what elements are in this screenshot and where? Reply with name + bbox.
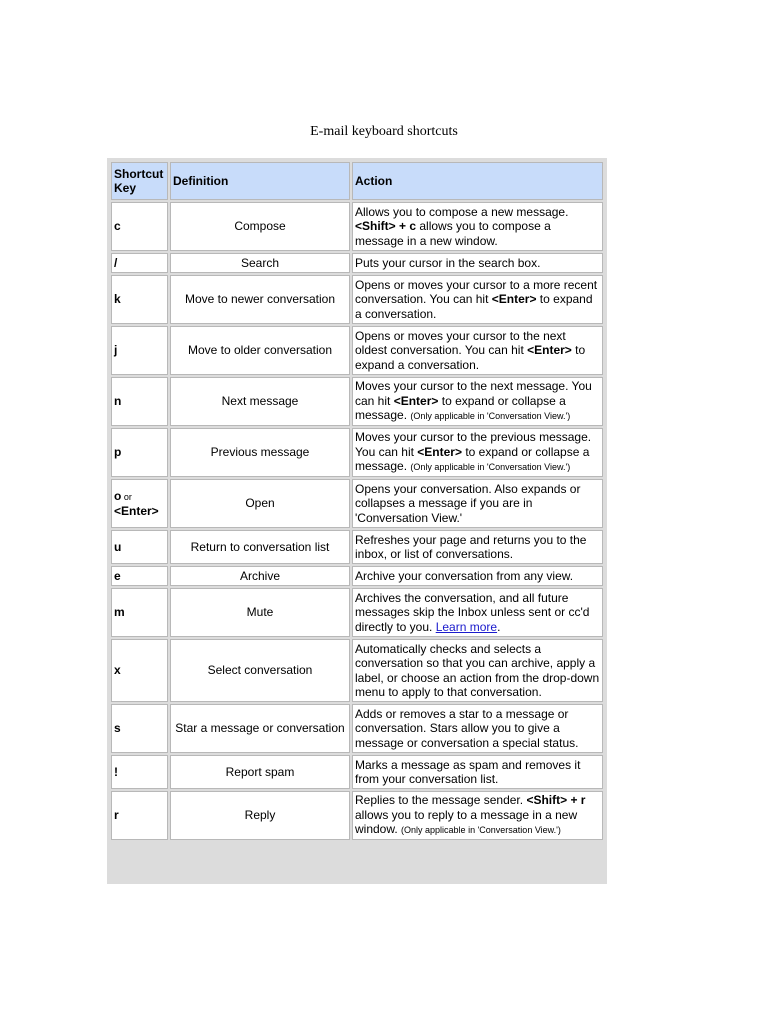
shortcut-key: /: [114, 255, 118, 270]
table-row: [111, 428, 603, 477]
shortcut-key-cell: [111, 704, 168, 753]
shortcut-key-alt: <Enter>: [114, 504, 159, 518]
action-cell: Archive your conversation from any view.: [352, 566, 603, 586]
learn-more-link[interactable]: Learn more: [435, 619, 498, 634]
table-row: [111, 202, 603, 251]
shortcut-key: u: [114, 539, 122, 554]
definition-cell: Move to older conversation: [170, 326, 350, 375]
action-cell: Automatically checks and selects a conversation so that you can archive, apply a label, or choose an action from the drop-down menu to apply to that conversation.: [352, 639, 603, 702]
definition-cell: Compose: [170, 202, 350, 251]
action-cell: Replies to the message sender. <Shift> + r allows you to reply to a message in a new window. (Only applicable in 'Conversation View.'): [352, 791, 603, 840]
shortcut-key: r: [114, 808, 119, 823]
shortcut-key: x: [114, 663, 121, 678]
shortcut-key-cell: [111, 202, 168, 251]
key-combo: <Enter>: [417, 444, 462, 459]
shortcut-key-cell: [111, 253, 168, 273]
key-combo: <Enter>: [393, 393, 439, 408]
action-cell: Opens your conversation. Also expands or collapses a message if you are in 'Conversation View.': [352, 479, 603, 528]
key-combo: <Enter>: [527, 343, 572, 358]
table-row: [111, 253, 603, 273]
shortcut-key: !: [114, 764, 118, 779]
table-row: [111, 791, 603, 840]
table-row: [111, 639, 603, 702]
shortcut-key-cell: [111, 275, 168, 324]
action-cell: Allows you to compose a new message. <Shift> + c allows you to compose a message in a new window.: [352, 202, 603, 251]
table-row: [111, 275, 603, 324]
shortcut-key: e: [114, 568, 121, 583]
definition-cell: Open: [170, 479, 350, 528]
action-cell: Marks a message as spam and removes it from your conversation list.: [352, 755, 603, 789]
table-row: [111, 530, 603, 564]
shortcut-key-cell: [111, 428, 168, 477]
key-combo: <Shift> + c: [355, 219, 417, 234]
table-row: [111, 479, 603, 528]
definition-cell: Next message: [170, 377, 350, 426]
definition-cell: Return to conversation list: [170, 530, 350, 564]
table-row: [111, 377, 603, 426]
key-combo: <Shift> + r: [526, 793, 586, 808]
shortcut-key: j: [114, 343, 118, 358]
table-row: [111, 588, 603, 637]
action-cell: Opens or moves your cursor to the next oldest conversation. You can hit <Enter> to expand a conversation.: [352, 326, 603, 375]
page-title: E-mail keyboard shortcuts: [310, 124, 458, 139]
shortcuts-table-body: [111, 202, 603, 840]
action-cell: Moves your cursor to the previous message. You can hit <Enter> to expand or collapse a message. (Only applicable in 'Conversation View.'): [352, 428, 603, 477]
shortcut-key: n: [114, 394, 122, 409]
definition-cell: Reply: [170, 791, 350, 840]
definition-cell: Select conversation: [170, 639, 350, 702]
header-definition: Definition: [170, 162, 350, 200]
table-row: [111, 326, 603, 375]
header-shortcut-key: Shortcut Key: [111, 162, 168, 200]
shortcut-key-cell: [111, 377, 168, 426]
shortcut-key-cell: [111, 755, 168, 789]
definition-cell: Archive: [170, 566, 350, 586]
shortcuts-table-container: [107, 158, 607, 884]
shortcut-key: o: [114, 488, 122, 503]
shortcut-key-cell: [111, 566, 168, 586]
definition-cell: Report spam: [170, 755, 350, 789]
shortcut-key-cell: [111, 639, 168, 702]
action-cell: Refreshes your page and returns you to the inbox, or list of conversations.: [352, 530, 603, 564]
conversation-view-note: (Only applicable in 'Conversation View.'): [410, 411, 571, 422]
shortcut-key-cell: [111, 326, 168, 375]
shortcut-key: p: [114, 445, 122, 460]
shortcut-key-or: or: [121, 491, 132, 502]
action-cell: Opens or moves your cursor to a more recent conversation. You can hit <Enter> to expand a conversation.: [352, 275, 603, 324]
table-header-row: [111, 162, 603, 200]
shortcut-key: s: [114, 721, 121, 736]
table-row: [111, 566, 603, 586]
definition-cell: Search: [170, 253, 350, 273]
conversation-view-note: (Only applicable in 'Conversation View.'): [410, 462, 571, 473]
table-row: [111, 755, 603, 789]
shortcuts-table: [109, 160, 605, 842]
shortcut-key: k: [114, 292, 121, 307]
shortcut-key-cell: [111, 791, 168, 840]
action-cell: Adds or removes a star to a message or conversation. Stars allow you to give a message or conversation a special status.: [352, 704, 603, 753]
header-action: Action: [352, 162, 603, 200]
table-row: [111, 704, 603, 753]
action-cell: Puts your cursor in the search box.: [352, 253, 603, 273]
conversation-view-note: (Only applicable in 'Conversation View.'): [401, 825, 561, 836]
key-combo: <Enter>: [491, 292, 537, 307]
definition-cell: Star a message or conversation: [170, 704, 350, 753]
definition-cell: Move to newer conversation: [170, 275, 350, 324]
action-cell: Moves your cursor to the next message. You can hit <Enter> to expand or collapse a message. (Only applicable in 'Conversation View.'): [352, 377, 603, 426]
shortcut-key-cell: [111, 530, 168, 564]
shortcut-key-cell: [111, 588, 168, 637]
shortcut-key: c: [114, 219, 121, 234]
definition-cell: Previous message: [170, 428, 350, 477]
definition-cell: Mute: [170, 588, 350, 637]
shortcut-key-cell: [111, 479, 168, 528]
action-cell: Archives the conversation, and all future messages skip the Inbox unless sent or cc'd directly to you. Learn more.: [352, 588, 603, 637]
shortcut-key: m: [114, 605, 125, 620]
